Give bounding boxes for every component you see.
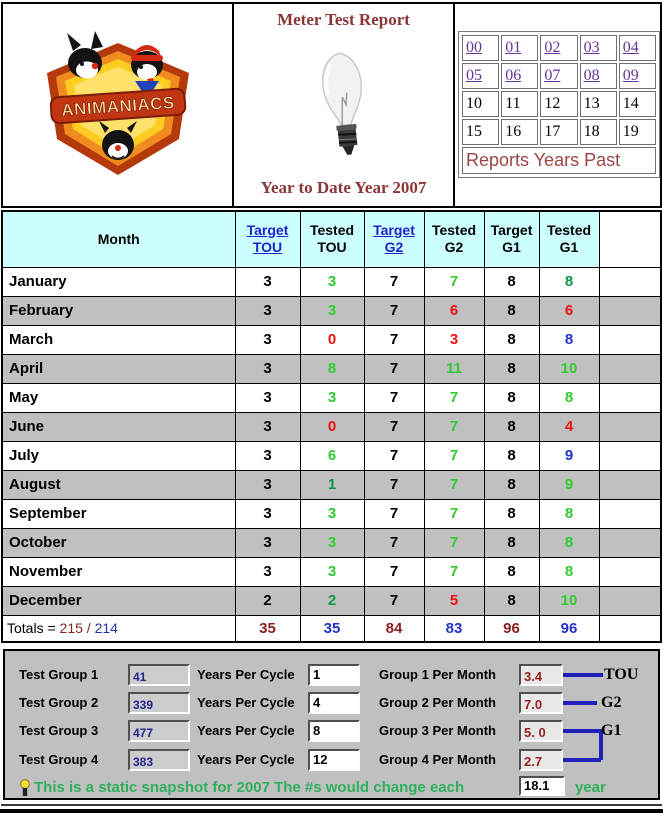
- logo-banner-text: ANIMANIACS: [60, 93, 175, 120]
- table-row-december: [2, 586, 661, 615]
- value-cell: 3: [235, 296, 300, 325]
- group-3-per-month-label: Group 3 Per Month: [379, 723, 496, 738]
- year-label: 17: [544, 123, 561, 140]
- title-cell: [234, 4, 455, 206]
- column-label: Tested TOU: [309, 221, 355, 256]
- value-cell: 2: [235, 586, 300, 615]
- test-group-2-label: Test Group 2: [19, 695, 99, 710]
- column-link[interactable]: Target G2: [373, 221, 415, 256]
- year-label[interactable]: 08: [583, 67, 600, 84]
- month-cell: December: [2, 586, 235, 615]
- empty-cell: [599, 586, 661, 615]
- test-group-3-label: Test Group 3: [19, 723, 99, 738]
- value-cell: 4: [539, 412, 599, 441]
- value-cell: 3: [300, 267, 364, 296]
- value-cell: 7: [364, 325, 424, 354]
- table-row-june: [2, 412, 661, 441]
- value-cell: 8: [484, 354, 539, 383]
- totals-value-cell: 35: [235, 615, 300, 642]
- value-cell: 3: [300, 528, 364, 557]
- divider-line: [1, 804, 662, 806]
- value-cell: 7: [424, 499, 484, 528]
- value-cell: 7: [424, 383, 484, 412]
- year-link-04[interactable]: [619, 35, 656, 61]
- year-label: 11: [505, 95, 521, 112]
- empty-cell: [599, 383, 661, 412]
- value-cell: 7: [364, 499, 424, 528]
- test-group-1-label: Test Group 1: [19, 667, 99, 682]
- value-cell: 11: [424, 354, 484, 383]
- year-12: [540, 91, 577, 117]
- test-group-4-count: 383: [128, 749, 190, 771]
- year-label[interactable]: 03: [583, 39, 600, 56]
- empty-cell: [599, 296, 661, 325]
- logo-cell: [3, 4, 234, 206]
- value-cell: 7: [424, 470, 484, 499]
- test-group-2-count: 339: [128, 692, 190, 714]
- col-header-target-g1: [484, 211, 539, 267]
- year-label: 19: [622, 123, 639, 140]
- years-per-cycle-input-3[interactable]: [308, 720, 360, 742]
- value-cell: 3: [235, 528, 300, 557]
- value-cell: 8: [484, 441, 539, 470]
- value-cell: 3: [235, 557, 300, 586]
- value-cell: 8: [484, 528, 539, 557]
- year-link-02[interactable]: [540, 35, 577, 61]
- table-row-march: [2, 325, 661, 354]
- bulb-icon: [19, 779, 31, 797]
- year-link-00[interactable]: [462, 35, 499, 61]
- year-label: 10: [466, 95, 482, 112]
- year-18: [580, 119, 617, 145]
- value-cell: 8: [300, 354, 364, 383]
- value-cell: 1: [300, 470, 364, 499]
- totals-tested-sum: 214: [94, 620, 118, 637]
- totals-target-sum: 215: [59, 620, 83, 637]
- legend-label-tou: TOU: [604, 666, 639, 683]
- year-link-09[interactable]: [619, 63, 656, 89]
- year-link-01[interactable]: [501, 35, 538, 61]
- column-link[interactable]: Target TOU: [246, 221, 289, 256]
- years-per-cycle-input-2[interactable]: [308, 692, 360, 714]
- table-row-september: [2, 499, 661, 528]
- value-cell: 6: [300, 441, 364, 470]
- empty-cell: [599, 325, 661, 354]
- group-3-per-month-value: 5. 0: [519, 720, 563, 742]
- group-4-per-month-value: 2.7: [519, 749, 563, 771]
- value-cell: 8: [539, 325, 599, 354]
- col-header-target-tou[interactable]: [235, 211, 300, 267]
- empty-cell: [599, 528, 661, 557]
- year-label[interactable]: 09: [622, 67, 639, 84]
- col-header-tested-g2: [424, 211, 484, 267]
- totals-prefix: Totals =: [7, 620, 60, 637]
- value-cell: 7: [424, 557, 484, 586]
- month-cell: September: [2, 499, 235, 528]
- year-label[interactable]: 01: [505, 39, 522, 56]
- year-link-08[interactable]: [580, 63, 617, 89]
- month-cell: May: [2, 383, 235, 412]
- value-cell: 3: [300, 383, 364, 412]
- year-19: [619, 119, 656, 145]
- years-per-cycle-label-4: Years Per Cycle: [197, 752, 295, 767]
- column-label: Month: [97, 230, 140, 247]
- value-cell: 3: [424, 325, 484, 354]
- col-header-month: [2, 211, 235, 267]
- year-label[interactable]: 07: [544, 67, 561, 84]
- month-cell: February: [2, 296, 235, 325]
- table-row-november: [2, 557, 661, 586]
- header: [1, 2, 662, 208]
- month-cell: April: [2, 354, 235, 383]
- value-cell: 8: [539, 528, 599, 557]
- month-cell: June: [2, 412, 235, 441]
- legend-label-g2: G2: [601, 694, 622, 711]
- value-cell: 3: [235, 441, 300, 470]
- value-cell: 5: [424, 586, 484, 615]
- reports-years-grid: [458, 31, 660, 178]
- year-label: 13: [583, 95, 600, 112]
- character-yakko: [67, 31, 103, 79]
- col-header-empty: [599, 211, 661, 267]
- value-cell: 8: [484, 383, 539, 412]
- value-cell: 7: [364, 528, 424, 557]
- value-cell: 2: [300, 586, 364, 615]
- value-cell: 8: [539, 557, 599, 586]
- value-cell: 3: [235, 383, 300, 412]
- value-cell: 7: [364, 586, 424, 615]
- value-cell: 8: [539, 267, 599, 296]
- group-2-per-month-value: 7.0: [519, 692, 563, 714]
- test-group-3-count: 477: [128, 720, 190, 742]
- group-1-per-month-label: Group 1 Per Month: [379, 667, 496, 682]
- page-subtitle: Year to Date Year 2007: [260, 178, 427, 197]
- years-per-cycle-label-3: Years Per Cycle: [197, 723, 295, 738]
- value-cell: 3: [235, 354, 300, 383]
- value-cell: 7: [424, 528, 484, 557]
- empty-cell: [599, 267, 661, 296]
- table-row-april: [2, 354, 661, 383]
- col-header-target-g2[interactable]: [364, 211, 424, 267]
- table-row-february: [2, 296, 661, 325]
- month-cell: October: [2, 528, 235, 557]
- year-link-03[interactable]: [580, 35, 617, 61]
- group-2-per-month-label: Group 2 Per Month: [379, 695, 496, 710]
- years-per-cycle-label-2: Years Per Cycle: [197, 695, 295, 710]
- year-label: 14: [622, 95, 639, 112]
- table-row-october: [2, 528, 661, 557]
- totals-value-cell: 96: [484, 615, 539, 642]
- page-bottom-border: [0, 809, 663, 813]
- value-cell: 8: [484, 557, 539, 586]
- value-cell: 7: [364, 557, 424, 586]
- test-group-1-count: 41: [128, 664, 190, 686]
- meter-test-table: [1, 210, 662, 643]
- value-cell: 0: [300, 325, 364, 354]
- value-cell: 3: [235, 325, 300, 354]
- totals-row: [2, 615, 661, 642]
- value-cell: 7: [424, 267, 484, 296]
- note-suffix: year: [575, 779, 606, 796]
- year-link-05[interactable]: [462, 63, 499, 89]
- year-label[interactable]: 02: [544, 39, 561, 56]
- value-cell: 8: [484, 499, 539, 528]
- value-cell: 8: [539, 383, 599, 412]
- month-cell: July: [2, 441, 235, 470]
- value-cell: 3: [300, 296, 364, 325]
- value-cell: 8: [484, 267, 539, 296]
- value-cell: 7: [364, 383, 424, 412]
- year-label: 15: [466, 123, 482, 140]
- totals-value-cell: 35: [300, 615, 364, 642]
- value-cell: 8: [484, 412, 539, 441]
- group-1-per-month-value: 3.4: [519, 664, 563, 686]
- col-header-tested-g1: [539, 211, 599, 267]
- years-cell: [455, 4, 660, 206]
- value-cell: 3: [300, 557, 364, 586]
- value-cell: 7: [364, 267, 424, 296]
- years-per-cycle-label-1: Years Per Cycle: [197, 667, 295, 682]
- value-cell: 8: [539, 499, 599, 528]
- snapshot-note: This is a static snapshot for 2007 The #s would change each: [34, 779, 465, 796]
- value-cell: 3: [235, 412, 300, 441]
- value-cell: 8: [484, 586, 539, 615]
- lightbulb-image: [313, 49, 375, 159]
- column-label: Target G1: [490, 221, 533, 256]
- year-label: 16: [505, 123, 522, 140]
- column-label: Tested G2: [431, 221, 477, 256]
- animaniacs-logo: [29, 29, 207, 181]
- column-label: Tested G1: [546, 221, 592, 256]
- value-cell: 10: [539, 586, 599, 615]
- value-cell: 7: [364, 412, 424, 441]
- value-cell: 3: [300, 499, 364, 528]
- year-17: [540, 119, 577, 145]
- empty-cell: [599, 499, 661, 528]
- value-cell: 6: [424, 296, 484, 325]
- empty-cell: [599, 412, 661, 441]
- totals-value-cell: 96: [539, 615, 599, 642]
- year-label[interactable]: 06: [505, 67, 522, 84]
- year-link-06[interactable]: [501, 63, 538, 89]
- year-15: [462, 119, 499, 145]
- page-title: Meter Test Report: [277, 10, 410, 29]
- value-cell: 3: [235, 499, 300, 528]
- year-label: 18: [583, 123, 600, 140]
- table-row-may: [2, 383, 661, 412]
- table-row-august: [2, 470, 661, 499]
- value-cell: 7: [424, 441, 484, 470]
- value-cell: 8: [484, 296, 539, 325]
- table-row-january: [2, 267, 661, 296]
- totals-value-cell: 83: [424, 615, 484, 642]
- year-16: [501, 119, 538, 145]
- empty-cell: [599, 615, 661, 642]
- empty-cell: [599, 441, 661, 470]
- value-cell: 8: [484, 470, 539, 499]
- year-link-07[interactable]: [540, 63, 577, 89]
- year-14: [619, 91, 656, 117]
- test-group-4-label: Test Group 4: [19, 752, 99, 767]
- totals-value-cell: 84: [364, 615, 424, 642]
- value-cell: 8: [484, 325, 539, 354]
- year-label[interactable]: 05: [466, 67, 482, 84]
- value-cell: 10: [539, 354, 599, 383]
- test-group-panel: [3, 649, 660, 800]
- value-cell: 3: [235, 267, 300, 296]
- value-cell: 7: [364, 296, 424, 325]
- empty-cell: [599, 354, 661, 383]
- value-cell: 7: [364, 441, 424, 470]
- table-row-july: [2, 441, 661, 470]
- year-label[interactable]: 04: [622, 39, 639, 56]
- totals-separator: /: [82, 620, 95, 637]
- empty-cell: [599, 557, 661, 586]
- value-cell: 6: [539, 296, 599, 325]
- years-per-cycle-input-1[interactable]: [308, 664, 360, 686]
- year-10: [462, 91, 499, 117]
- value-cell: 7: [364, 354, 424, 383]
- value-cell: 0: [300, 412, 364, 441]
- years-per-cycle-input-4[interactable]: [308, 749, 360, 771]
- value-cell: 9: [539, 441, 599, 470]
- totals-label: [2, 615, 235, 642]
- year-11: [501, 91, 538, 117]
- value-cell: 7: [424, 412, 484, 441]
- year-13: [580, 91, 617, 117]
- value-cell: 3: [235, 470, 300, 499]
- year-label: 12: [544, 95, 561, 112]
- month-cell: March: [2, 325, 235, 354]
- year-label[interactable]: 00: [466, 39, 482, 56]
- month-cell: January: [2, 267, 235, 296]
- value-cell: 9: [539, 470, 599, 499]
- month-cell: November: [2, 557, 235, 586]
- col-header-tested-tou: [300, 211, 364, 267]
- legend-label-g1: G1: [601, 722, 622, 739]
- reports-years-past-caption: Reports Years Past: [462, 147, 656, 174]
- group-4-per-month-label: Group 4 Per Month: [379, 752, 496, 767]
- value-cell: 7: [364, 470, 424, 499]
- empty-cell: [599, 470, 661, 499]
- month-cell: August: [2, 470, 235, 499]
- year-rate-input[interactable]: [519, 776, 565, 796]
